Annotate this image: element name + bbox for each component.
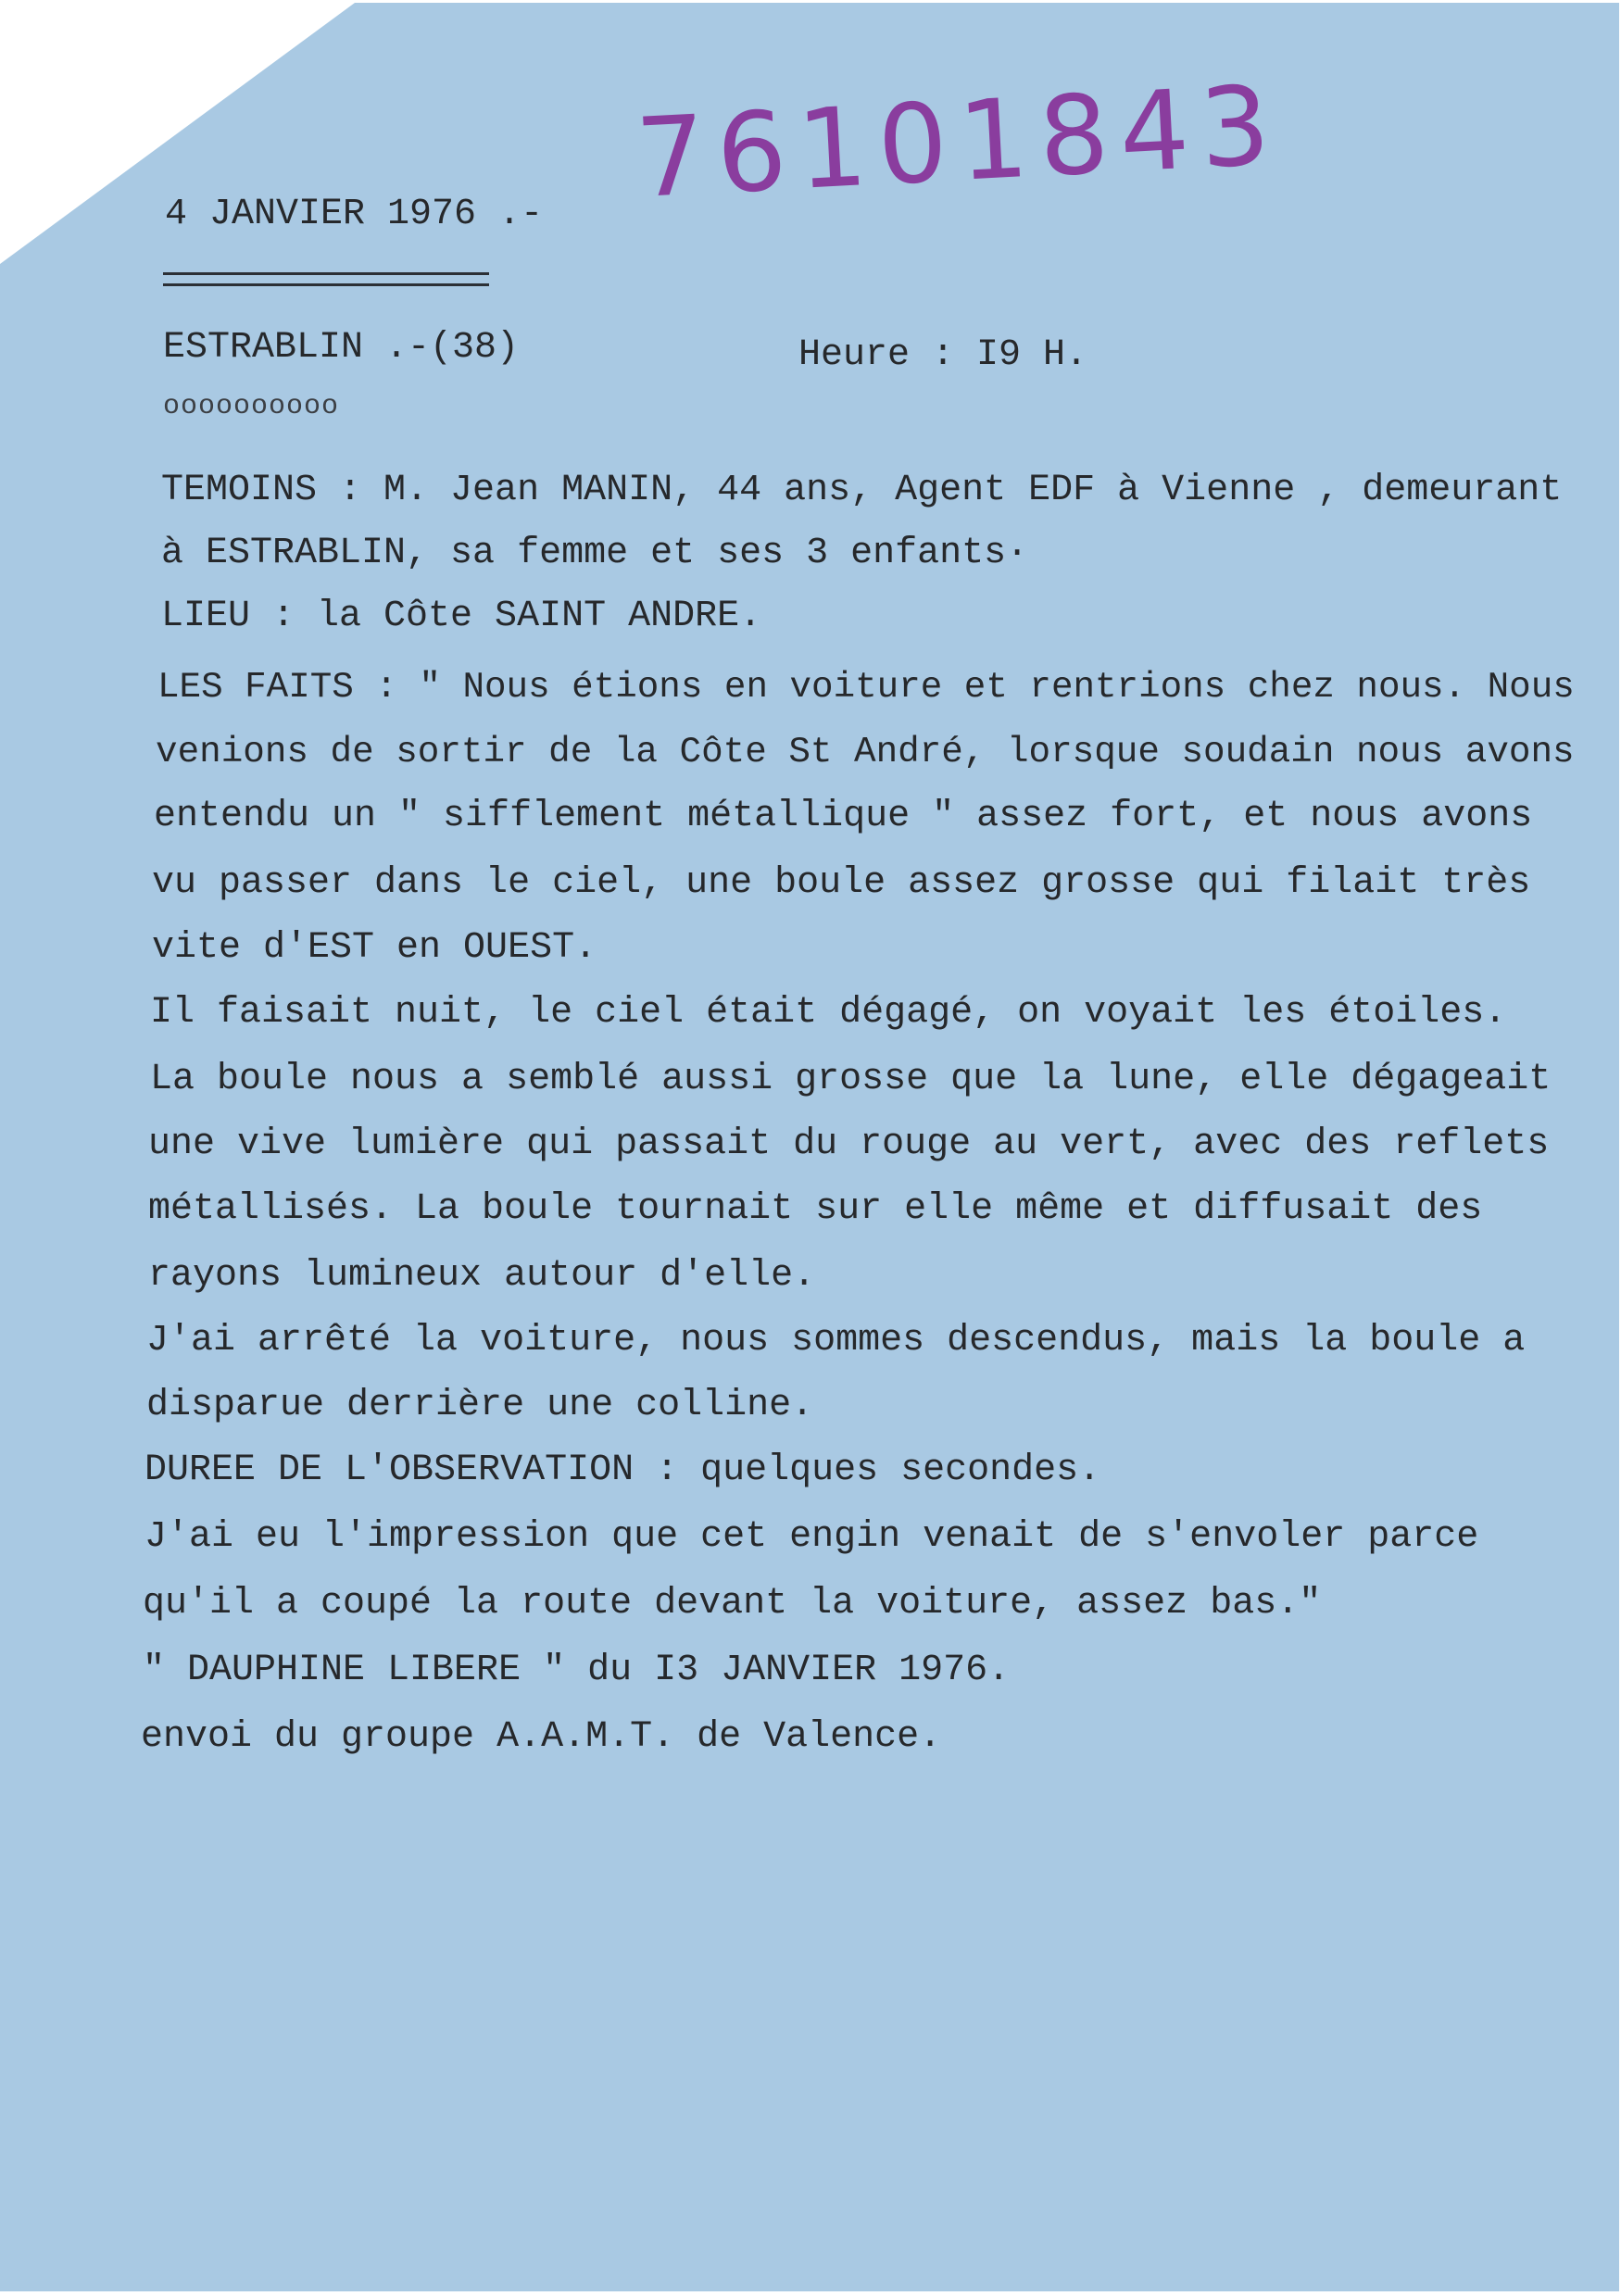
- text-line-9: Il faisait nuit, le ciel était dégagé, on voyait les étoiles.: [150, 992, 1507, 1034]
- text-line-13: rayons lumineux autour d'elle.: [148, 1255, 816, 1297]
- text-line-15: disparue derrière une colline.: [146, 1385, 814, 1426]
- text-line-8: vite d'EST en OUEST.: [152, 927, 597, 969]
- text-line-16: DUREE DE L'OBSERVATION : quelques secondes.: [145, 1449, 1101, 1491]
- text-line-3: LIEU : la Côte SAINT ANDRE.: [161, 596, 762, 637]
- text-line-19: " DAUPHINE LIBERE " du I3 JANVIER 1976.: [143, 1650, 1011, 1691]
- reference-number-stamp: 76101843: [633, 60, 1285, 222]
- text-line-2: à ESTRABLIN, sa femme et ses 3 enfants·: [161, 533, 1029, 574]
- text-line-5: venions de sortir de la Côte St André, lorsque soudain nous avons: [156, 731, 1575, 772]
- text-line-12: métallisés. La boule tournait sur elle même et diffusait des: [148, 1188, 1483, 1230]
- text-line-6: entendu un " sifflement métallique " assez fort, et nous avons: [154, 796, 1533, 837]
- text-line-17: J'ai eu l'impression que cet engin venait de s'envoler parce: [145, 1516, 1479, 1558]
- text-line-1: TEMOINS : M. Jean MANIN, 44 ans, Agent EDF à Vienne , demeurant: [161, 470, 1563, 511]
- text-line-14: J'ai arrêté la voiture, nous sommes descendus, mais la boule a: [146, 1320, 1526, 1361]
- double-underline-top: [163, 272, 489, 275]
- text-line-20: envoi du groupe A.A.M.T. de Valence.: [141, 1716, 942, 1758]
- text-line-18: qu'il a coupé la route devant la voiture, assez bas.": [143, 1583, 1322, 1625]
- report-date: 4 JANVIER 1976 .-: [165, 194, 544, 235]
- text-line-7: vu passer dans le ciel, une boule assez grosse qui filait très: [152, 862, 1531, 904]
- text-line-11: une vive lumière qui passait du rouge au vert, avec des reflets: [148, 1123, 1550, 1165]
- time-of-event: Heure : I9 H.: [798, 334, 1088, 376]
- text-line-10: La boule nous a semblé aussi grosse que la lune, elle dégageait: [150, 1059, 1552, 1100]
- heading-decoration: oooooooooo: [163, 391, 340, 422]
- text-line-4: LES FAITS : " Nous étions en voiture et rentrions chez nous. Nous: [157, 666, 1575, 708]
- location-heading: ESTRABLIN .-(38): [163, 327, 520, 369]
- double-underline-bottom: [163, 283, 489, 286]
